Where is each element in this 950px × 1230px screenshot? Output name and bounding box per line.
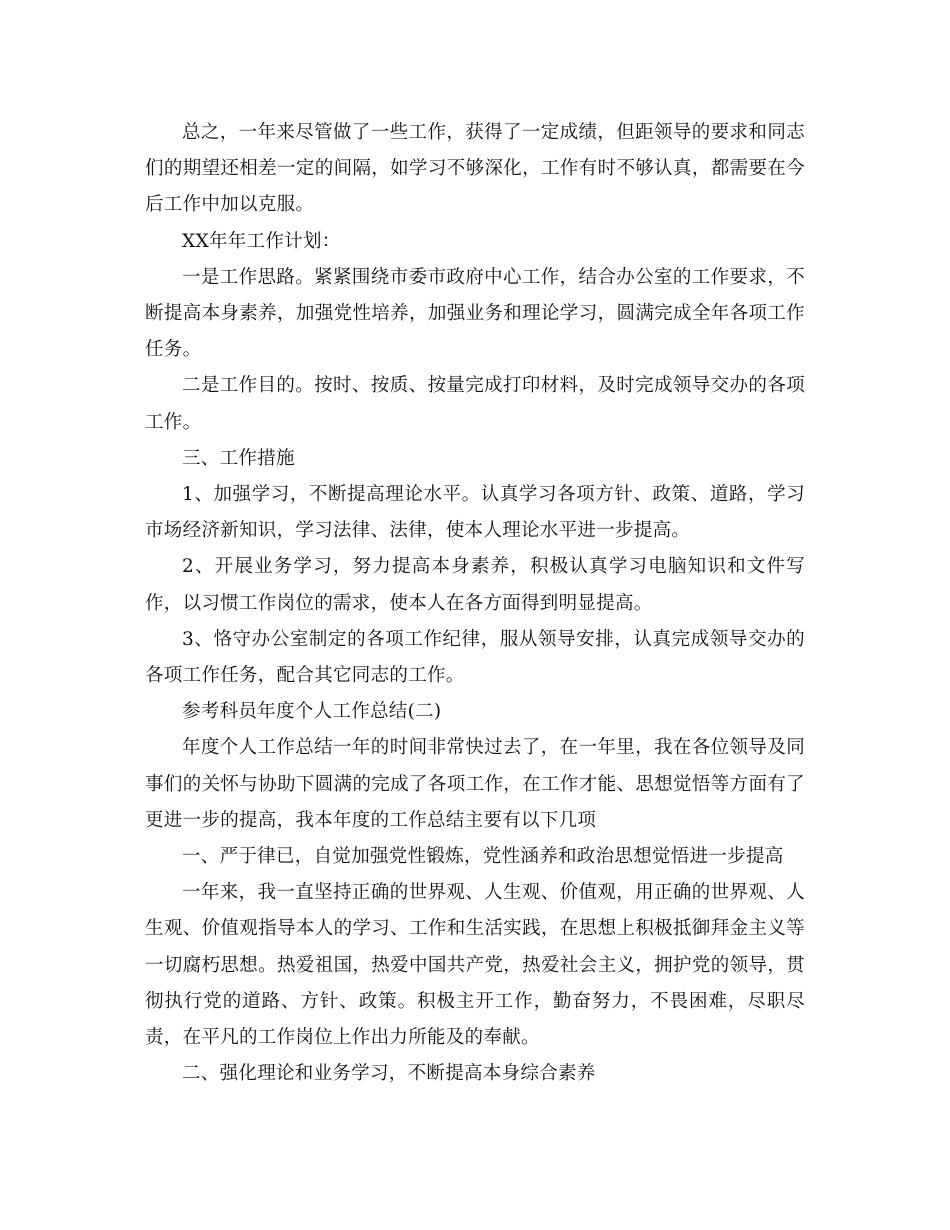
paragraph-point-1-heading: 一、严于律已，自觉加强党性锻炼，党性涵养和政治思想觉悟进一步提高 <box>182 846 784 868</box>
paragraph-intro: 年度个人工作总结一年的时间非常快过去了，在一年里，我在各位领导及同事们的关怀与协助下圆满的完成了各项工作，在工作才能、思想觉悟等方面有了更进一步的提高，我本年度的工作总结主要有以下几项 <box>145 737 805 831</box>
paragraph-measure-3: 3、恪守办公室制定的各项工作纪律，服从领导安排，认真完成领导交办的各项工作任务，配合其它同志的工作。 <box>145 628 805 687</box>
paragraph-point-2-heading: 二、强化理论和业务学习，不断提高本身综合素养 <box>182 1063 596 1085</box>
paragraph-point-1-body: 一年来，我一直坚持正确的世界观、人生观、价值观，用正确的世界观、人生观、价值观指导本人的学习、工作和生活实践，在思想上积极抵御拜金主义等一切腐朽思想。热爱祖国，热爱中国共产党，热爱社会主义，拥护党的领导，贯彻执行党的道路、方针、政策。积极主开工作，勤奋努力，不畏困难，尽职尽责，在平凡的工作岗位上作出力所能及的奉献。 <box>145 882 805 1049</box>
document-page <box>145 115 805 1092</box>
paragraph-measure-1: 1、加强学习，不断提高理论水平。认真学习各项方针、政策、道路，学习市场经济新知识，学习法律、法律，使本人理论水平进一步提高。 <box>145 484 805 542</box>
paragraph-work-goal: 二是工作目的。按时、按质、按量完成打印材料，及时完成领导交办的各项工作。 <box>145 375 805 433</box>
paragraph-measure-2: 2、开展业务学习，努力提高本身素养，积极认真学习电脑知识和文件写作，以习惯工作岗位的需求，使本人在各方面得到明显提高。 <box>145 556 805 614</box>
paragraph-section-title: 参考科员年度个人工作总结(二) <box>182 701 442 723</box>
paragraph-measures-heading: 三、工作措施 <box>182 447 295 469</box>
paragraph-work-idea: 一是工作思路。紧紧围绕市委市政府中心工作，结合办公室的工作要求，不断提高本身素养，加强党性培养，加强业务和理论学习，圆满完成全年各项工作任务。 <box>145 266 805 361</box>
paragraph-plan-heading: XX年年工作计划： <box>182 230 341 252</box>
paragraph-summary: 总之，一年来尽管做了一些工作，获得了一定成绩，但距领导的要求和同志们的期望还相差一定的间隔，如学习不够深化，工作有时不够认真，都需要在今后工作中加以克服。 <box>145 122 805 216</box>
